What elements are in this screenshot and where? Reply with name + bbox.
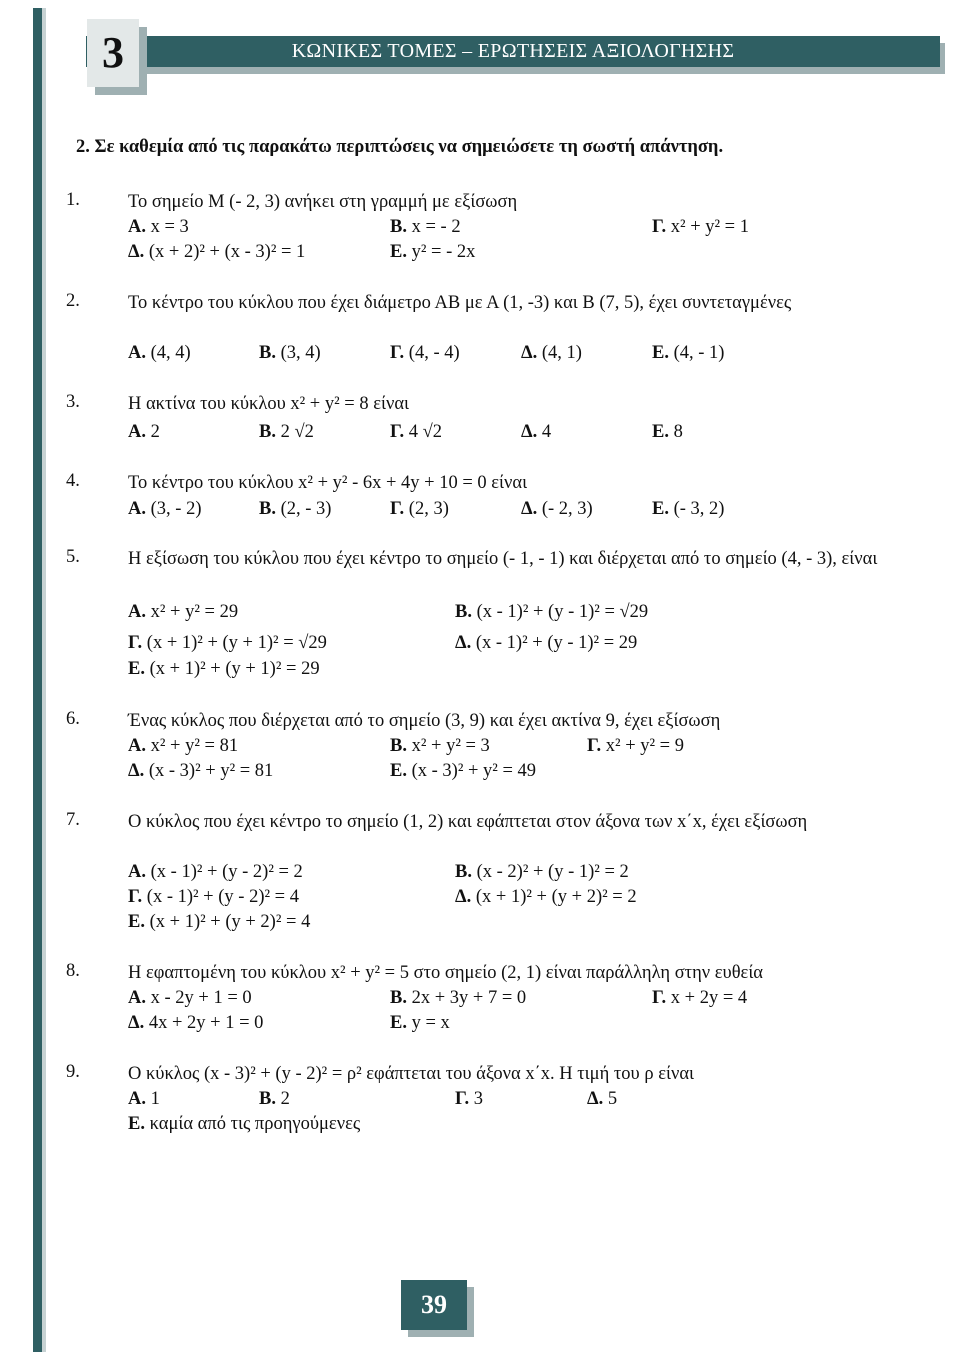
chapter-number: 3 — [87, 19, 139, 87]
option-a: Α. 2 — [128, 422, 160, 442]
option-e: Ε. 8 — [652, 422, 683, 442]
question-text: Η εξίσωση του κύκλου που έχει κέντρο το σημείο (- 1, - 1) και διέρχεται από το σημείο (4, - 3), είναι — [128, 549, 878, 569]
option-a: Α. x - 2y + 1 = 0 — [128, 988, 252, 1008]
option-e: Ε. (4, - 1) — [652, 343, 725, 363]
left-bar-shadow — [42, 8, 46, 1352]
question-number: 1. — [66, 190, 80, 210]
option-a: Α. (3, - 2) — [128, 499, 202, 519]
question-number: 4. — [66, 471, 80, 491]
option-b: Β. (2, - 3) — [259, 499, 332, 519]
section-heading: 2. Σε καθεμία από τις παρακάτω περιπτώσεις να σημειώσετε τη σωστή απάντηση. — [76, 137, 724, 157]
option-d: Δ. 4x + 2y + 1 = 0 — [128, 1013, 264, 1033]
option-g: Γ. x² + y² = 9 — [587, 736, 684, 756]
question-number: 6. — [66, 709, 80, 729]
option-e: Ε. (x + 1)² + (y + 2)² = 4 — [128, 912, 311, 932]
option-b: Β. x = - 2 — [390, 217, 461, 237]
option-d: Δ. (x + 2)² + (x - 3)² = 1 — [128, 242, 306, 262]
question-number: 3. — [66, 392, 80, 412]
left-vertical-bar — [33, 8, 42, 1352]
option-a: Α. x² + y² = 29 — [128, 602, 239, 622]
option-e: Ε. y² = - 2x — [390, 242, 476, 262]
option-g: Γ. x² + y² = 1 — [652, 217, 749, 237]
option-d: Δ. 4 — [521, 422, 552, 442]
option-a: Α. (4, 4) — [128, 343, 191, 363]
option-a: Α. x = 3 — [128, 217, 189, 237]
option-b: Β. 2 — [259, 1089, 290, 1109]
chapter-title: ΚΩΝΙΚΕΣ ΤΟΜΕΣ – ΕΡΩΤΗΣΕΙΣ ΑΞΙΟΛΟΓΗΣΗΣ — [291, 40, 735, 62]
option-g: Γ. (4, - 4) — [390, 343, 460, 363]
option-d: Δ. (- 2, 3) — [521, 499, 593, 519]
question-text: Ο κύκλος (x - 3)² + (y - 2)² = ρ² εφάπτεται του άξονα x΄x. Η τιμή του ρ είναι — [128, 1064, 694, 1084]
option-g: Γ. (x - 1)² + (y - 2)² = 4 — [128, 887, 299, 907]
option-e: Ε. (- 3, 2) — [652, 499, 725, 519]
question-number: 9. — [66, 1062, 80, 1082]
option-d: Δ. (x - 3)² + y² = 81 — [128, 761, 274, 781]
option-b: Β. 2x + 3y + 7 = 0 — [390, 988, 527, 1008]
question-text: Η εφαπτομένη του κύκλου x² + y² = 5 στο σημείο (2, 1) είναι παράλληλη στην ευθεία — [128, 963, 763, 983]
option-g: Γ. 4 √2 — [390, 422, 443, 442]
option-b: Β. 2 √2 — [259, 422, 314, 442]
option-d: Δ. (x + 1)² + (y + 2)² = 2 — [455, 887, 637, 907]
option-d: Δ. 5 — [587, 1089, 618, 1109]
option-g: Γ. 3 — [455, 1089, 484, 1109]
option-e: Ε. (x - 3)² + y² = 49 — [390, 761, 537, 781]
option-d: Δ. (4, 1) — [521, 343, 582, 363]
question-text: Ο κύκλος που έχει κέντρο το σημείο (1, 2) και εφάπτεται στον άξονα των x΄x, έχει εξίσωση — [128, 812, 808, 832]
question-number: 2. — [66, 291, 80, 311]
question-number: 5. — [66, 547, 80, 567]
option-b: Β. (3, 4) — [259, 343, 321, 363]
question-number: 8. — [66, 961, 80, 981]
option-e: Ε. y = x — [390, 1013, 450, 1033]
option-g: Γ. (x + 1)² + (y + 1)² = √29 — [128, 633, 327, 653]
question-text: Η ακτίνα του κύκλου x² + y² = 8 είναι — [128, 394, 409, 414]
question-text: Το σημείο Μ (- 2, 3) ανήκει στη γραμμή με εξίσωση — [128, 192, 518, 212]
option-e: Ε. (x + 1)² + (y + 1)² = 29 — [128, 659, 320, 679]
option-b: Β. x² + y² = 3 — [390, 736, 490, 756]
option-g: Γ. x + 2y = 4 — [652, 988, 748, 1008]
question-text: Το κέντρο του κύκλου που έχει διάμετρο ΑΒ με Α (1, -3) και Β (7, 5), έχει συντεταγμένες — [128, 293, 792, 313]
question-number: 7. — [66, 810, 80, 830]
question-text: Το κέντρο του κύκλου x² + y² - 6x + 4y + 10 = 0 είναι — [128, 473, 528, 493]
question-text: Ένας κύκλος που διέρχεται από το σημείο (3, 9) και έχει ακτίνα 9, έχει εξίσωση — [128, 711, 721, 731]
option-a: Α. x² + y² = 81 — [128, 736, 239, 756]
option-b: Β. (x - 2)² + (y - 1)² = 2 — [455, 862, 629, 882]
option-g: Γ. (2, 3) — [390, 499, 449, 519]
option-a: Α. 1 — [128, 1089, 160, 1109]
option-a: Α. (x - 1)² + (y - 2)² = 2 — [128, 862, 303, 882]
option-b: Β. (x - 1)² + (y - 1)² = √29 — [455, 602, 649, 622]
option-d: Δ. (x - 1)² + (y - 1)² = 29 — [455, 633, 638, 653]
page-number: 39 — [401, 1280, 467, 1330]
option-e: Ε. καμία από τις προηγούμενες — [128, 1114, 361, 1134]
